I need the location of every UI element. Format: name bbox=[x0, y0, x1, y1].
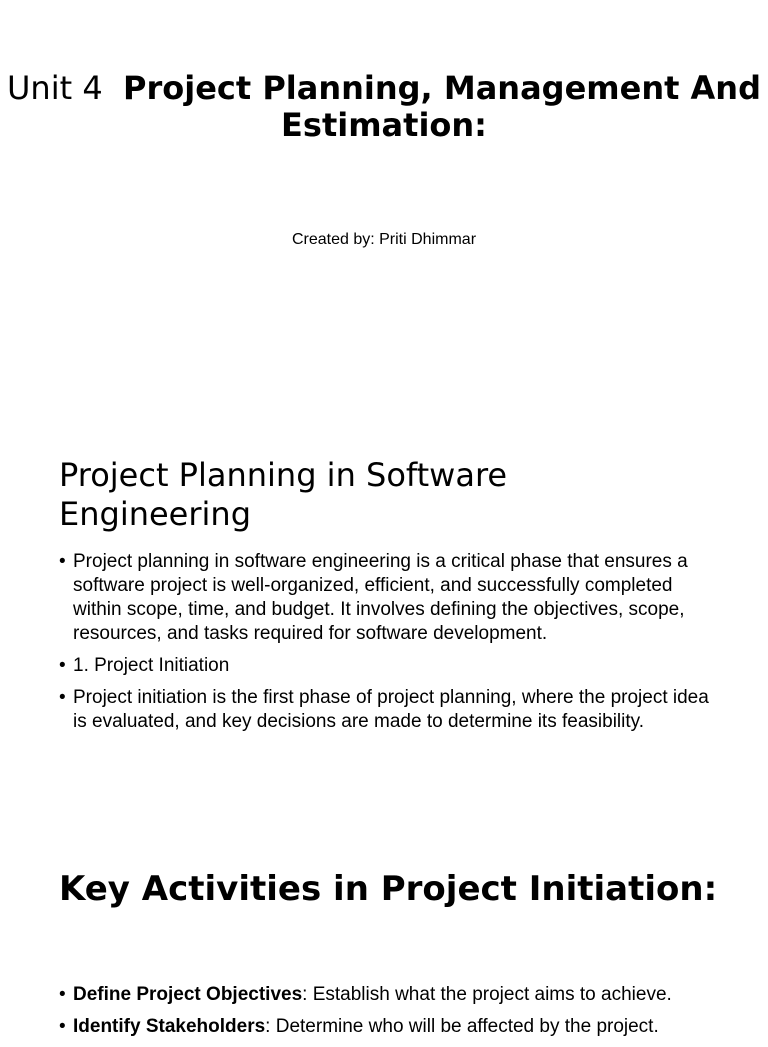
bullet-text: : Establish what the project aims to achieve. bbox=[302, 984, 672, 1005]
list-item bbox=[59, 983, 719, 1007]
bullet-list bbox=[59, 983, 719, 1047]
list-item bbox=[59, 550, 719, 646]
bullet-icon: • bbox=[59, 655, 66, 676]
key-activities-slide bbox=[0, 840, 768, 1037]
list-item bbox=[59, 686, 719, 734]
bullet-icon: • bbox=[59, 687, 66, 708]
bullet-term: Identify Stakeholders bbox=[73, 1016, 266, 1037]
bullet-icon: • bbox=[59, 984, 66, 1005]
project-planning-slide bbox=[0, 430, 768, 840]
bullet-list bbox=[59, 550, 719, 742]
list-item bbox=[59, 1015, 719, 1039]
title-slide bbox=[0, 0, 768, 430]
bullet-text: Project planning in software engineering is a critical phase that ensures a software project is well-organized, efficient, and successfully completed within scope, time, and budget. It involves defining the objectives, scope, resources, and tasks required for software development. bbox=[73, 551, 688, 644]
bullet-icon: • bbox=[59, 551, 66, 572]
list-item bbox=[59, 654, 719, 678]
title-main-text: Project Planning, Management And Estimation: bbox=[123, 69, 761, 144]
author-credit: Created by: Priti Dhimmar bbox=[291, 231, 477, 248]
slide-title bbox=[0, 70, 768, 144]
slide-heading: Project Planning in Software Engineering bbox=[59, 456, 508, 533]
title-unit-label: Unit 4 bbox=[7, 69, 103, 107]
bullet-icon: • bbox=[59, 1016, 66, 1037]
slide-heading: Key Activities in Project Initiation: bbox=[59, 869, 718, 909]
bullet-term: Define Project Objectives bbox=[73, 984, 303, 1005]
bullet-text: : Determine who will be affected by the project. bbox=[265, 1016, 659, 1037]
bullet-text: 1. Project Initiation bbox=[73, 655, 230, 676]
bullet-text: Project initiation is the first phase of project planning, where the project idea is evaluated, and key decisions are made to determine its feasibility. bbox=[73, 687, 709, 732]
